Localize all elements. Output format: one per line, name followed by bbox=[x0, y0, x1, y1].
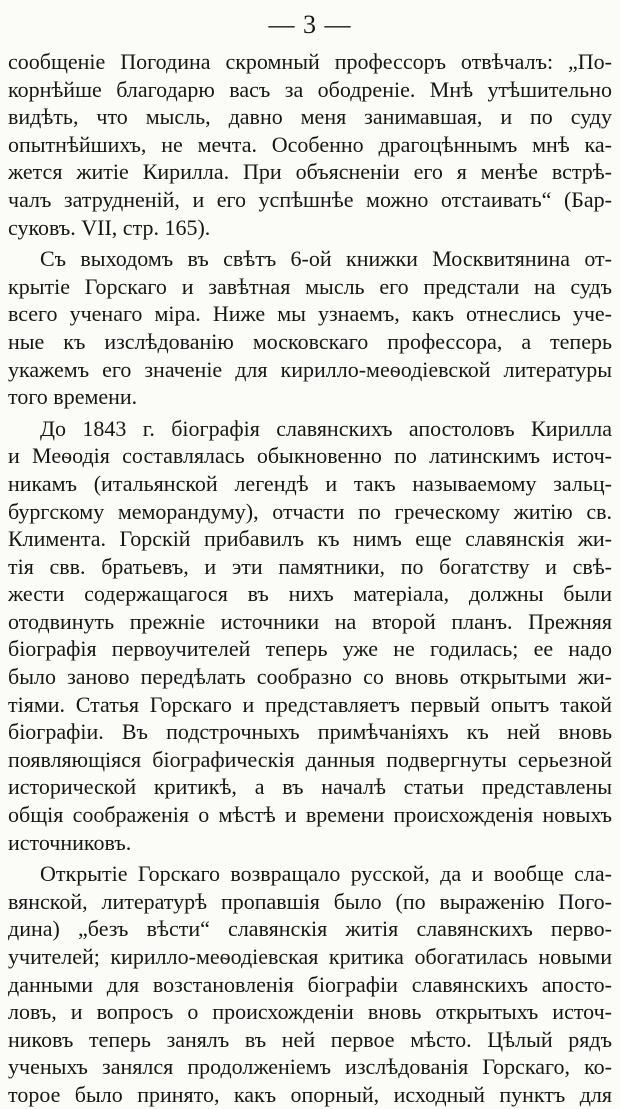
paragraph-4 bbox=[8, 860, 612, 1108]
paragraph-3 bbox=[8, 415, 612, 857]
text-line: тiями. Статья Горскаго и представляетъ первый опытъ такой bbox=[8, 691, 612, 717]
text-line: данными для возстановленiя бiографiи славянскихъ апосто- bbox=[8, 971, 612, 997]
text-line: Климента. Горскiй прибавилъ къ нимъ еще славянскiя жи- bbox=[8, 526, 612, 552]
text-line: жется житiе Кирилла. При объясненiи его я менѣе встрѣ- bbox=[8, 159, 612, 185]
paragraph-1 bbox=[8, 48, 612, 241]
text-line: общiя соображенiя о мѣстѣ и времени происхожденiя новыхъ bbox=[8, 802, 612, 828]
text-line: жести содержащагося въ нихъ матерiала, должны были bbox=[8, 581, 612, 607]
text-line: никамъ (итальянской легендѣ и такъ называемому зальц- bbox=[8, 470, 612, 496]
text-line: учителей; кирилло-меѳодiевская критика обогатилась новыми bbox=[8, 944, 612, 969]
paragraph-2 bbox=[8, 245, 612, 411]
text-line: видѣть, что мысль, давно меня занимавшая, и по суду bbox=[8, 104, 612, 130]
text-line: всего ученаго мiра. Ниже мы узнаемъ, какъ отнеслись уче- bbox=[8, 301, 612, 327]
text-line: бiографiя первоучителей теперь уже не годилась; ее надо bbox=[8, 636, 612, 662]
text-line: исторической критикѣ, а въ началѣ статьи представлены bbox=[8, 774, 612, 800]
text-line: ные къ изслѣдованiю московскаго профессора, а теперь bbox=[8, 328, 612, 354]
text-line: отодвинуть прежнiе источники на второй планъ. Прежняя bbox=[8, 608, 612, 634]
text-line: сообщенiе Погодина скромный профессоръ отвѣчалъ: „По- bbox=[8, 49, 612, 74]
text-line: никовъ теперь занялъ въ ней первое мѣсто. Цѣлый рядъ bbox=[8, 1026, 612, 1052]
text-line: ловъ, и вопросъ о происхожденiи вновь открытыхъ источ- bbox=[8, 999, 612, 1025]
text-line: тiя свв. братьевъ, и эти памятники, по богатству и свѣ- bbox=[8, 553, 612, 579]
page-number: — 3 — bbox=[268, 10, 352, 39]
text-line: До 1843 г. бiографiя славянскихъ апостоловъ Кирилла bbox=[40, 415, 612, 441]
text-line: того времени. bbox=[8, 384, 138, 410]
text-line: бургскому меморандуму), отчасти по греческому житiю св. bbox=[8, 498, 612, 524]
text-line: появляющiяся бiографическiя данныя подвергнуты серьезной bbox=[8, 746, 612, 772]
text-line: источниковъ. bbox=[8, 829, 132, 855]
text-line: укажемъ его значенiе для кирилло-меѳодiевской литературы bbox=[8, 356, 612, 382]
text-line: было заново передѣлать сообразно со вновь открытыми жи- bbox=[8, 664, 612, 690]
text-line: вянской, литературѣ пропавшiя было (по выраженiю Пого- bbox=[8, 888, 612, 914]
text-line: Открытiе Горскаго возвращало русской, да и вообще сла- bbox=[40, 861, 612, 887]
text-line: дина) „безъ вѣсти“ славянскiя житiя славянскихъ перво- bbox=[8, 916, 612, 942]
text-line: Съ выходомъ въ свѣтъ 6-ой книжки Москвитянина от- bbox=[40, 246, 612, 272]
text-line: корнѣйше благодарю васъ за ободренiе. Мнѣ утѣшительно bbox=[8, 76, 612, 102]
text-line: ученыхъ занялся продолженiемъ изслѣдованiя Горскаго, ко- bbox=[8, 1054, 612, 1080]
text-line: бiографiи. Въ подстрочныхъ примѣчанiяхъ къ ней вновь bbox=[8, 719, 612, 745]
text-line: суковъ. VII, стр. 165). bbox=[8, 214, 211, 240]
text-line: чалъ затрудненiй, и его успѣшнѣе можно отстаивать“ (Бар- bbox=[8, 186, 612, 212]
text-line: торое было принято, какъ опорный, исходный пунктъ для bbox=[8, 1081, 612, 1107]
text-line: и Меѳодiя составлялась обыкновенно по латинскимъ источ- bbox=[8, 443, 612, 469]
text-line: крытiе Горскаго и завѣтная мысль его предстали на судъ bbox=[8, 273, 612, 299]
body-text bbox=[8, 48, 612, 1109]
text-line: опытнѣйшихъ, не мечта. Особенно драгоцѣннымъ мнѣ ка- bbox=[8, 131, 612, 157]
